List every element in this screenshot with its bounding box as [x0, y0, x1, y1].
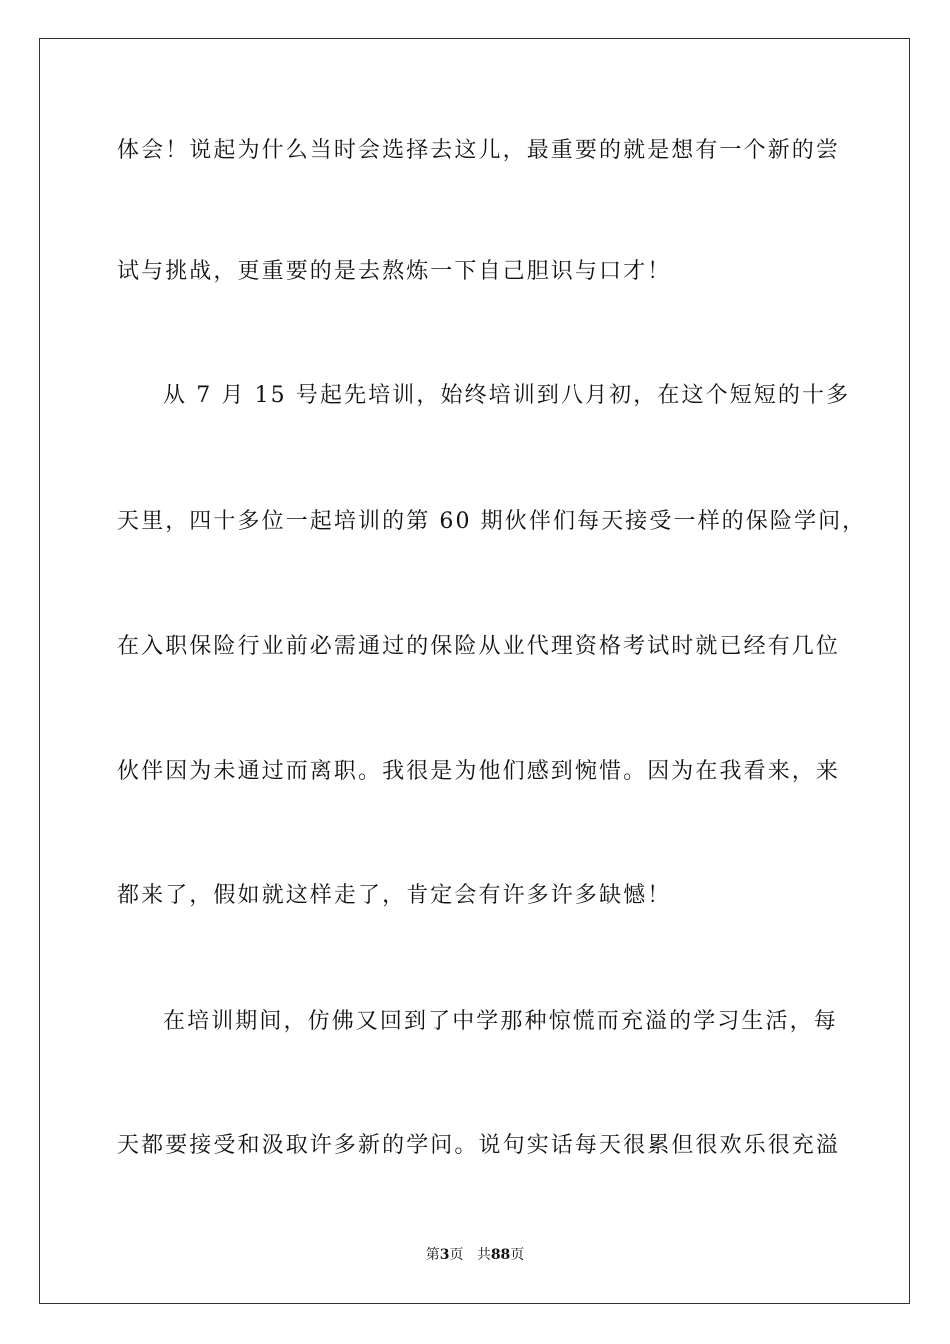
text-line-7: 都来了，假如就这样走了，肯定会有许多许多缺憾！ [117, 883, 672, 908]
total-prefix: 共 [476, 1247, 491, 1263]
text-line-6: 伙伴因为未通过而离职。我很是为他们感到惋惜。因为在我看来，来 [117, 759, 841, 784]
text-line-8: 在培训期间，仿佛又回到了中学那种惊慌而充溢的学习生活，每 [163, 1009, 838, 1034]
text-line-3: 从 7 月 15 号起先培训，始终培训到八月初，在这个短短的十多 [163, 383, 851, 408]
page-border [39, 38, 910, 1304]
page-number: 3 [439, 1247, 450, 1263]
text-line-4: 天里，四十多位一起培训的第 60 期伙伴们每天接受一样的保险学问， [117, 509, 867, 534]
page-footer [0, 1246, 950, 1264]
page-prefix: 第 [425, 1247, 440, 1263]
text-line-5: 在入职保险行业前必需通过的保险从业代理资格考试时就已经有几位 [117, 634, 841, 659]
text-line-1: 体会！说起为什么当时会选择去这儿，最重要的就是想有一个新的尝 [117, 138, 841, 163]
total-suffix: 页 [510, 1247, 525, 1263]
page-suffix: 页 [449, 1247, 464, 1263]
text-line-9: 天都要接受和汲取许多新的学问。说句实话每天很累但很欢乐很充溢 [117, 1133, 841, 1158]
text-line-2: 试与挑战，更重要的是去熬炼一下自己胆识与口才！ [117, 259, 672, 284]
total-pages: 88 [490, 1247, 511, 1263]
